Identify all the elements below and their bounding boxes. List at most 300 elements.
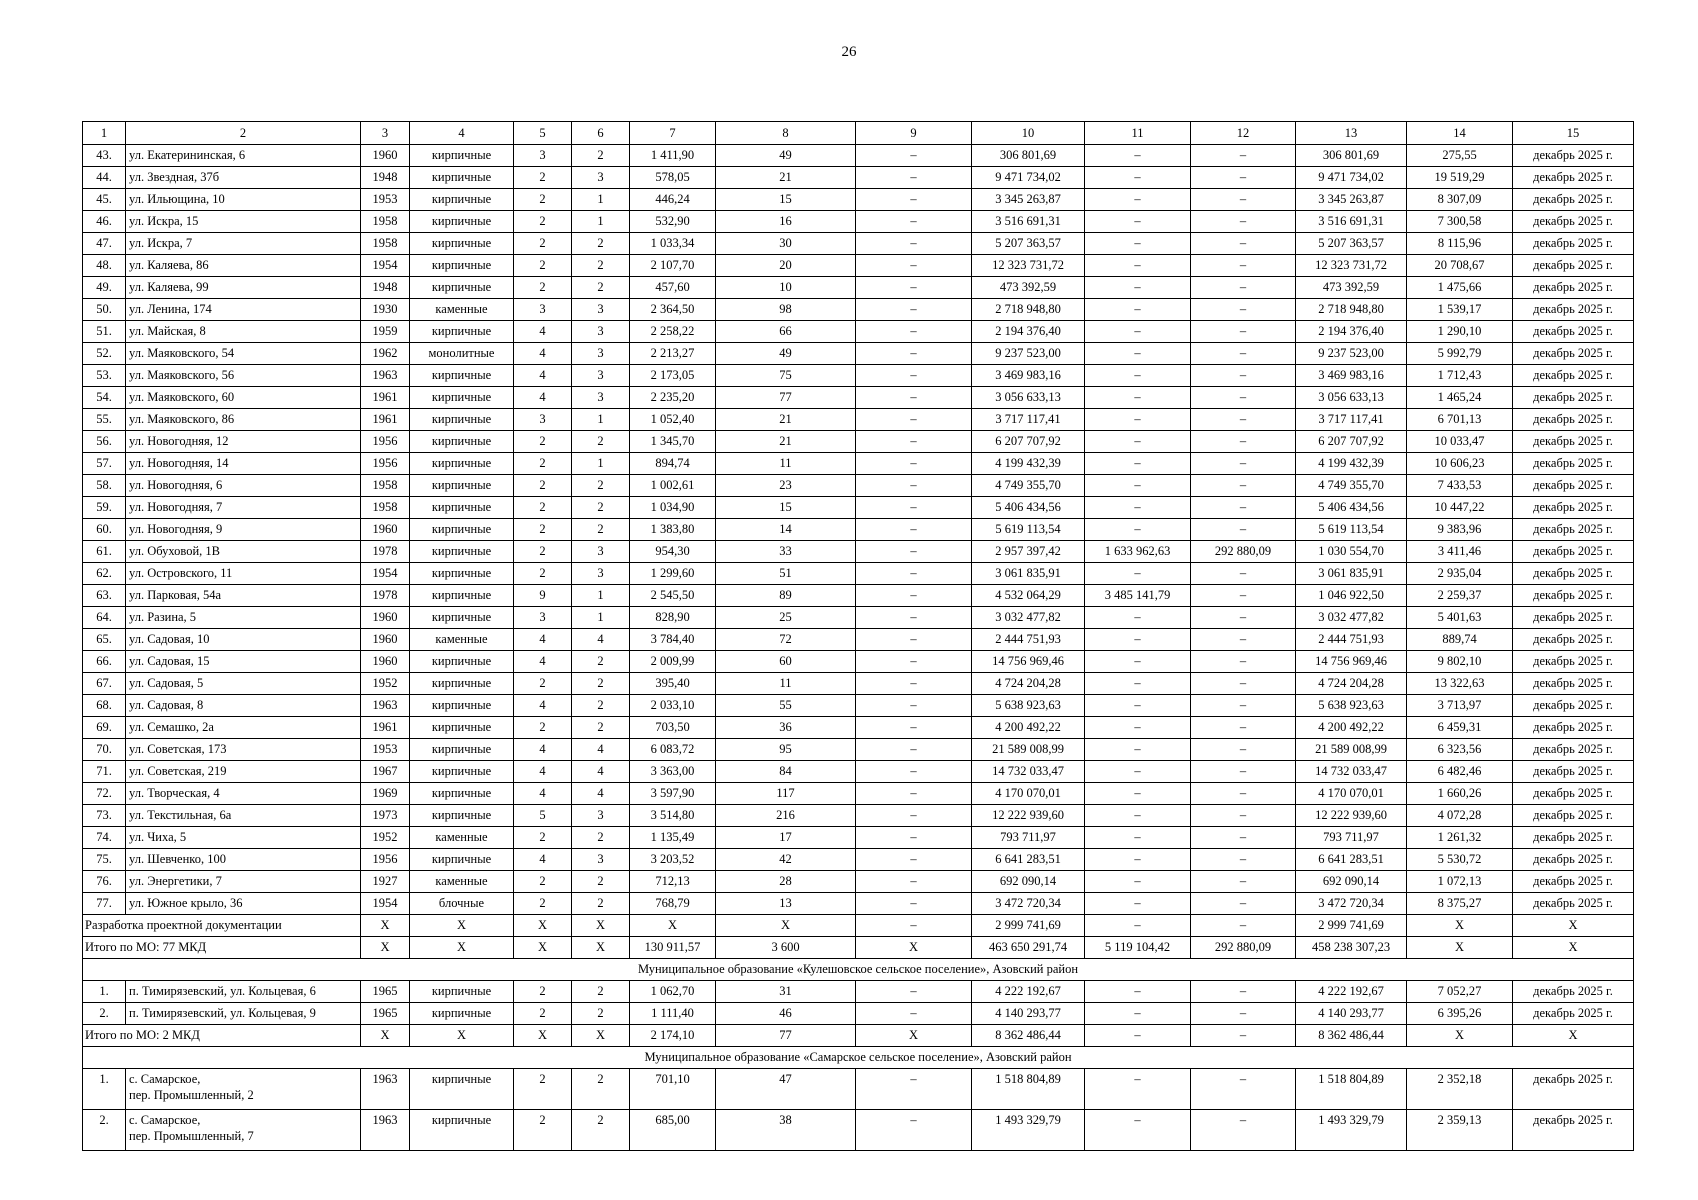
row-number-cell: 58. [83,475,126,497]
table-cell: – [1085,167,1191,189]
table-cell: 3 363,00 [630,761,716,783]
table-cell: 2 [514,673,572,695]
section-header-row [83,959,1634,981]
table-cell: X [410,937,514,959]
row-number-cell: 1. [83,1069,126,1110]
table-cell: 4 [572,739,630,761]
table-cell: – [1085,805,1191,827]
column-number-cell: 6 [572,122,630,145]
table-cell: декабрь 2025 г. [1513,1110,1634,1151]
table-row [83,189,1634,211]
table-cell: декабрь 2025 г. [1513,167,1634,189]
table-row [83,211,1634,233]
table-cell: 2 [514,1110,572,1151]
table-cell: 2 [514,1003,572,1025]
table-cell: декабрь 2025 г. [1513,277,1634,299]
table-cell: – [856,189,972,211]
row-number-cell: 75. [83,849,126,871]
table-cell: кирпичные [410,673,514,695]
table-cell: декабрь 2025 г. [1513,299,1634,321]
table-cell: – [856,277,972,299]
table-cell: 20 708,67 [1407,255,1513,277]
row-number-cell: 66. [83,651,126,673]
table-cell: 11 [716,673,856,695]
table-cell: 2 359,13 [1407,1110,1513,1151]
table-cell: 4 724 204,28 [1296,673,1407,695]
table-cell: 4 [514,651,572,673]
table-cell: 4 200 492,22 [972,717,1085,739]
table-cell: 793 711,97 [1296,827,1407,849]
table-cell: – [1085,255,1191,277]
table-row [83,805,1634,827]
table-cell: 2 718 948,80 [1296,299,1407,321]
table-cell: 2 194 376,40 [972,321,1085,343]
table-cell: кирпичные [410,321,514,343]
table-cell: 1 135,49 [630,827,716,849]
table-cell: X [572,937,630,959]
table-cell: – [1191,761,1296,783]
table-cell: декабрь 2025 г. [1513,827,1634,849]
table-cell: 3 784,40 [630,629,716,651]
table-cell: декабрь 2025 г. [1513,739,1634,761]
table-cell: 12 222 939,60 [1296,805,1407,827]
address-cell: ул. Садовая, 5 [126,673,361,695]
address-cell: п. Тимирязевский, ул. Кольцевая, 9 [126,1003,361,1025]
table-cell: 3 [572,563,630,585]
table-cell: 3 [514,299,572,321]
table-cell: – [1191,1025,1296,1047]
table-cell: 5 406 434,56 [1296,497,1407,519]
address-line: пер. Промышленный, 7 [129,1129,254,1143]
table-cell: кирпичные [410,497,514,519]
table-cell: 2 009,99 [630,651,716,673]
table-cell: – [856,563,972,585]
table-cell: 6 641 283,51 [972,849,1085,871]
row-number-cell: 55. [83,409,126,431]
table-cell: 1953 [361,739,410,761]
table-cell: 2 935,04 [1407,563,1513,585]
table-cell: каменные [410,871,514,893]
table-cell: 1 383,80 [630,519,716,541]
row-number-cell: 56. [83,431,126,453]
table-cell: 2 [514,563,572,585]
table-cell: 1 [572,607,630,629]
table-cell: 2 [514,1069,572,1110]
table-cell: – [856,673,972,695]
table-cell: 701,10 [630,1069,716,1110]
table-cell: кирпичные [410,167,514,189]
table-cell: – [1085,189,1191,211]
table-cell: 14 732 033,47 [972,761,1085,783]
table-cell: – [856,915,972,937]
row-number-cell: 45. [83,189,126,211]
table-cell: – [1085,475,1191,497]
table-row [83,365,1634,387]
table-cell: – [856,893,972,915]
table-cell: – [856,431,972,453]
table-cell: 473 392,59 [972,277,1085,299]
table-cell: 5 401,63 [1407,607,1513,629]
table-cell: декабрь 2025 г. [1513,255,1634,277]
table-cell: 4 724 204,28 [972,673,1085,695]
table-cell: 692 090,14 [1296,871,1407,893]
table-cell: 1 [572,189,630,211]
table-cell: 17 [716,827,856,849]
table-cell: X [1407,915,1513,937]
table-cell: 2 999 741,69 [972,915,1085,937]
row-number-cell: 77. [83,893,126,915]
table-cell: 4 [514,629,572,651]
table-cell: 2 [572,255,630,277]
address-cell: ул. Новогодняя, 9 [126,519,361,541]
table-cell: кирпичные [410,651,514,673]
table-cell: кирпичные [410,387,514,409]
table-cell: 3 203,52 [630,849,716,871]
table-cell: 5 207 363,57 [972,233,1085,255]
housing-register-table [82,121,1634,1151]
table-cell: 1 299,60 [630,563,716,585]
table-cell: 446,24 [630,189,716,211]
address-cell: ул. Каляева, 86 [126,255,361,277]
table-cell: 21 589 008,99 [972,739,1085,761]
table-cell: 77 [716,1025,856,1047]
table-cell: – [856,365,972,387]
table-cell: 51 [716,563,856,585]
table-cell: 3 485 141,79 [1085,585,1191,607]
table-cell: 5 207 363,57 [1296,233,1407,255]
table-cell: 1959 [361,321,410,343]
table-cell: 14 [716,519,856,541]
table-cell: 532,90 [630,211,716,233]
table-row [83,563,1634,585]
table-cell: 457,60 [630,277,716,299]
address-cell: ул. Садовая, 8 [126,695,361,717]
row-number-cell: 54. [83,387,126,409]
table-cell: 47 [716,1069,856,1110]
table-cell: – [856,717,972,739]
table-cell: 3 345 263,87 [1296,189,1407,211]
table-cell: 5 638 923,63 [972,695,1085,717]
table-cell: 2 [572,497,630,519]
table-cell: 692 090,14 [972,871,1085,893]
table-cell: – [1085,211,1191,233]
table-cell: – [856,1003,972,1025]
table-cell: кирпичные [410,585,514,607]
table-cell: кирпичные [410,739,514,761]
table-cell: 3 [514,145,572,167]
table-cell: кирпичные [410,695,514,717]
table-cell: – [1191,497,1296,519]
table-cell: 9 237 523,00 [972,343,1085,365]
table-row [83,673,1634,695]
table-cell: декабрь 2025 г. [1513,189,1634,211]
row-number-cell: 46. [83,211,126,233]
table-cell: 2 [572,871,630,893]
table-cell: 72 [716,629,856,651]
table-cell: – [856,783,972,805]
table-cell: 2 [572,519,630,541]
table-cell: 8 115,96 [1407,233,1513,255]
table-cell: 19 519,29 [1407,167,1513,189]
table-cell: – [1191,981,1296,1003]
table-cell: – [1085,321,1191,343]
table-cell: 712,13 [630,871,716,893]
table-cell: – [856,739,972,761]
table-cell: 1 539,17 [1407,299,1513,321]
table-cell: 1960 [361,629,410,651]
table-row [83,343,1634,365]
table-cell: декабрь 2025 г. [1513,717,1634,739]
table-row [83,607,1634,629]
table-cell: 1 518 804,89 [1296,1069,1407,1110]
table-cell: 3 [572,805,630,827]
table-cell: – [1191,189,1296,211]
table-cell: – [1085,1025,1191,1047]
table-cell: – [1085,893,1191,915]
column-number-cell: 5 [514,122,572,145]
table-cell: – [1085,607,1191,629]
table-cell: 5 [514,805,572,827]
table-cell: 1954 [361,893,410,915]
address-cell: ул. Творческая, 4 [126,783,361,805]
table-cell: – [1085,1003,1191,1025]
table-cell: – [1191,255,1296,277]
table-row [83,695,1634,717]
table-cell: – [1085,871,1191,893]
column-number-cell: 11 [1085,122,1191,145]
table-cell: 55 [716,695,856,717]
table-cell: 2 [514,981,572,1003]
row-number-cell: 76. [83,871,126,893]
table-cell: 1961 [361,387,410,409]
table-cell: декабрь 2025 г. [1513,453,1634,475]
table-cell: 9 383,96 [1407,519,1513,541]
table-cell: 1 046 922,50 [1296,585,1407,607]
summary-label: Итого по МО: 77 МКД [83,937,361,959]
table-cell: X [1513,915,1634,937]
table-cell: 10 [716,277,856,299]
table-cell: X [361,937,410,959]
address-cell: ул. Островского, 11 [126,563,361,585]
table-cell: кирпичные [410,1003,514,1025]
table-cell: – [1191,321,1296,343]
address-cell [126,1069,361,1110]
table-cell: 6 083,72 [630,739,716,761]
table-cell: 3 056 633,13 [972,387,1085,409]
table-row [83,409,1634,431]
table-cell: 117 [716,783,856,805]
table-cell: 1963 [361,365,410,387]
table-cell: кирпичные [410,365,514,387]
table-cell: – [1191,871,1296,893]
address-cell: ул. Разина, 5 [126,607,361,629]
table-cell: 1973 [361,805,410,827]
table-cell: – [856,607,972,629]
table-cell: – [856,211,972,233]
table-cell: 275,55 [1407,145,1513,167]
table-cell: 42 [716,849,856,871]
table-cell: 2 [572,1003,630,1025]
table-cell: – [1085,233,1191,255]
table-cell: – [856,167,972,189]
table-cell: 3 516 691,31 [1296,211,1407,233]
table-cell: 1963 [361,1069,410,1110]
table-cell: 463 650 291,74 [972,937,1085,959]
table-cell: 1963 [361,1110,410,1151]
table-cell: 3 061 835,91 [972,563,1085,585]
address-cell: ул. Ленина, 174 [126,299,361,321]
table-cell: 2 [514,871,572,893]
table-cell: 3 [572,387,630,409]
table-cell: 1954 [361,563,410,585]
table-cell: декабрь 2025 г. [1513,1003,1634,1025]
table-cell: 2 258,22 [630,321,716,343]
table-cell: 8 375,27 [1407,893,1513,915]
table-cell: – [856,651,972,673]
table-cell: 4 [514,365,572,387]
table-cell: 1962 [361,343,410,365]
address-cell: ул. Обуховой, 1В [126,541,361,563]
table-cell: 2 107,70 [630,255,716,277]
table-cell: 30 [716,233,856,255]
table-cell: 1960 [361,145,410,167]
table-cell: 33 [716,541,856,563]
table-cell: каменные [410,827,514,849]
table-cell: 2 [572,1110,630,1151]
table-row [83,585,1634,607]
table-cell: – [1085,629,1191,651]
table-cell: 1978 [361,541,410,563]
table-cell: 1930 [361,299,410,321]
table-row [83,387,1634,409]
table-cell: 14 756 969,46 [1296,651,1407,673]
table-cell: 21 [716,409,856,431]
table-cell: декабрь 2025 г. [1513,893,1634,915]
table-cell: 1958 [361,233,410,255]
address-cell: ул. Маяковского, 56 [126,365,361,387]
table-cell: 2 [572,277,630,299]
table-cell: 4 532 064,29 [972,585,1085,607]
table-row [83,167,1634,189]
summary-row [83,937,1634,959]
table-cell: – [856,299,972,321]
row-number-cell: 47. [83,233,126,255]
table-cell: 4 [514,783,572,805]
table-cell: 1927 [361,871,410,893]
table-cell: 21 589 008,99 [1296,739,1407,761]
table-row [83,981,1634,1003]
table-cell: 1960 [361,519,410,541]
table-cell: каменные [410,629,514,651]
column-number-cell: 12 [1191,122,1296,145]
table-cell: декабрь 2025 г. [1513,849,1634,871]
table-cell: 9 471 734,02 [972,167,1085,189]
table-row [83,145,1634,167]
table-cell: 46 [716,1003,856,1025]
table-row [83,1069,1634,1110]
table-cell: монолитные [410,343,514,365]
address-cell [126,1110,361,1151]
table-cell: 2 [514,277,572,299]
table-cell: 1961 [361,717,410,739]
address-cell: ул. Семашко, 2а [126,717,361,739]
table-cell: кирпичные [410,1110,514,1151]
table-cell: кирпичные [410,981,514,1003]
table-cell: декабрь 2025 г. [1513,761,1634,783]
table-cell: 1960 [361,607,410,629]
table-cell: 31 [716,981,856,1003]
table-cell: 1 030 554,70 [1296,541,1407,563]
table-cell: 6 482,46 [1407,761,1513,783]
table-cell: 2 [572,893,630,915]
table-row [83,761,1634,783]
table-cell: кирпичные [410,783,514,805]
row-number-cell: 52. [83,343,126,365]
table-cell: 2 444 751,93 [972,629,1085,651]
column-number-cell: 15 [1513,122,1634,145]
table-cell: – [1085,1069,1191,1110]
table-cell: 1 062,70 [630,981,716,1003]
table-row [83,255,1634,277]
table-cell: 395,40 [630,673,716,695]
table-cell: 2 [572,233,630,255]
row-number-cell: 53. [83,365,126,387]
table-cell: 7 433,53 [1407,475,1513,497]
table-cell: 1 712,43 [1407,365,1513,387]
table-cell: – [1085,827,1191,849]
table-cell: 793 711,97 [972,827,1085,849]
table-cell: 77 [716,387,856,409]
table-row [83,629,1634,651]
table-cell: 9 802,10 [1407,651,1513,673]
table-cell: 4 140 293,77 [972,1003,1085,1025]
table-cell: 578,05 [630,167,716,189]
table-cell: 2 [514,717,572,739]
table-cell: 3 [514,409,572,431]
table-cell: 8 307,09 [1407,189,1513,211]
row-number-cell: 73. [83,805,126,827]
summary-label: Итого по МО: 2 МКД [83,1025,361,1047]
table-cell: 3 032 477,82 [1296,607,1407,629]
table-cell: – [1085,343,1191,365]
table-cell: 2 [514,519,572,541]
table-cell: – [1191,805,1296,827]
table-cell: – [1085,563,1191,585]
table-cell: 9 [514,585,572,607]
table-cell: 8 362 486,44 [972,1025,1085,1047]
table-cell: декабрь 2025 г. [1513,409,1634,431]
row-number-cell: 70. [83,739,126,761]
table-cell: 5 119 104,42 [1085,937,1191,959]
table-cell: 3 [572,343,630,365]
table-cell: – [1191,475,1296,497]
table-cell: 5 619 113,54 [972,519,1085,541]
table-cell: – [1191,387,1296,409]
table-cell: 6 459,31 [1407,717,1513,739]
table-cell: 21 [716,431,856,453]
table-cell: 10 033,47 [1407,431,1513,453]
table-cell: – [1191,717,1296,739]
table-cell: – [1191,1003,1296,1025]
address-cell: ул. Парковая, 54а [126,585,361,607]
table-row [83,519,1634,541]
table-cell: – [1085,673,1191,695]
table-cell: X [514,937,572,959]
table-row [83,871,1634,893]
table-cell: кирпичные [410,145,514,167]
table-cell: 4 072,28 [1407,805,1513,827]
column-number-cell: 2 [126,122,361,145]
